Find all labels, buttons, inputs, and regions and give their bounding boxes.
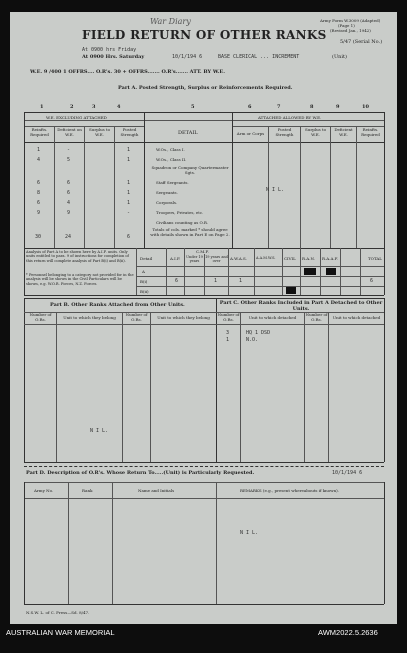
col-num-10: 10 xyxy=(362,104,369,110)
col-reinfts-required: Reinfts. Required xyxy=(30,127,49,137)
army-form-number: Army Form W.3009 (Adapted) xyxy=(320,18,381,23)
col-num-6: 6 xyxy=(248,104,252,110)
detail-row: Sergeants. xyxy=(156,190,178,195)
value-cell: - xyxy=(127,210,131,216)
analysis-col-detail: Detail xyxy=(140,256,153,261)
blacked-cell xyxy=(326,268,336,275)
detail-row: Totals of cols. marked * should agree with details shown in Part E on Page 2. xyxy=(150,227,230,237)
col-att-deficient: Deficient W.E. xyxy=(334,127,353,137)
total-cell: 30 xyxy=(35,234,42,240)
value-cell: - xyxy=(67,147,71,153)
return-date: 10/1/194 6 xyxy=(172,54,203,60)
value-cell: 1 xyxy=(127,200,131,206)
col-surplus-we: Surplus to W.E. xyxy=(89,127,110,137)
detail-row: Troopers, Privates, etc. xyxy=(156,210,204,215)
part-b-col-num: Number of O.Rs. xyxy=(29,312,52,322)
analysis-value: 6 xyxy=(175,278,179,284)
col-deficient-we: Deficient on W.E. xyxy=(57,127,82,137)
analysis-col-cmf-over19: 19 years and over xyxy=(205,255,228,264)
col-arm-or-corps: Arm or Corps xyxy=(236,131,265,136)
total-cell: 6 xyxy=(127,234,131,240)
part-d-date: 10/1/194 6 xyxy=(332,470,363,476)
attached-allowed-header: ATTACHED ALLOWED BY W.E. xyxy=(258,115,322,120)
analysis-instructions: Analysis of Part A to be shown here by A.I.F. units. Only units entitled to para. 9 of instructions for completion of this return will complete analysis of Part B(i) and B(ii). xyxy=(26,250,129,263)
detail-row: W.Os., Class II. xyxy=(156,157,187,162)
value-cell: 1 xyxy=(127,147,131,153)
part-d-nil: N I L. xyxy=(240,530,259,536)
col-num-4: 4 xyxy=(117,104,121,110)
part-d-col-remarks: REMARKS (e.g., present whereabouts if known). xyxy=(240,488,339,493)
page-indicator: (Page 1) xyxy=(338,23,355,28)
part-c-entry-unit: HQ 1 DSD xyxy=(246,330,271,336)
part-d-title: Part D. Description of O.R's. Whose Return To.....(Unit) is Particularly Requested. xyxy=(26,470,255,476)
part-b-title: Part B. Other Ranks Attached from Other Units. xyxy=(50,302,185,308)
col-posted-strength: Posted Strength xyxy=(120,127,139,137)
value-cell: 8 xyxy=(37,190,41,196)
col-num-9: 9 xyxy=(336,104,340,110)
detail-row: Squadron or Company Quartermaster Sgts. xyxy=(151,165,229,175)
analysis-col-aamws: A.A.M.W.S. xyxy=(256,256,276,260)
detail-row: Civilians counting as O.R. xyxy=(156,220,209,225)
value-cell: 6 xyxy=(37,200,41,206)
detail-header: DETAIL xyxy=(178,130,198,136)
serial-number: 5/47 (Serial No.) xyxy=(340,39,383,45)
part-c-entry-num: 1 xyxy=(226,337,230,343)
analysis-col-ran: R.A.N. xyxy=(302,256,315,261)
footer-institution: AUSTRALIAN WAR MEMORIAL xyxy=(6,628,115,637)
part-c-col-unit: Unit to which detached xyxy=(248,315,297,320)
handwritten-note: War Diary xyxy=(150,17,191,26)
col-num-3: 3 xyxy=(92,104,96,110)
detail-row: W.Os., Class I. xyxy=(156,147,185,152)
value-cell: 9 xyxy=(37,210,41,216)
analysis-value: 1 xyxy=(214,278,218,284)
part-b-nil: N I L. xyxy=(90,428,109,434)
detail-row: Corporals. xyxy=(156,200,178,205)
blacked-cell xyxy=(304,268,316,275)
analysis-row-a: A xyxy=(142,269,145,274)
value-cell: 1 xyxy=(127,190,131,196)
unit-name: BASE CLERICAL ... INCREMENT xyxy=(218,54,300,60)
analysis-col-cmf: C.M.F. xyxy=(196,249,209,254)
footer-accession: AWM2022.5.2636 xyxy=(318,628,378,637)
col-att-posted-strength: Posted Strength xyxy=(275,127,294,137)
analysis-col-cmf-under19: Under 19 years xyxy=(186,255,203,264)
part-b-col-unit-2: Unit to which they belong xyxy=(157,315,210,320)
part-c-col-num: Number of O.Rs. xyxy=(217,312,240,322)
value-cell: 1 xyxy=(127,180,131,186)
col-num-7: 7 xyxy=(277,104,281,110)
typed-time-struck: At 0900 hrs Friday xyxy=(82,47,137,53)
form-sheet xyxy=(10,12,397,624)
analysis-note: * Personnel belonging to a category not provided for in the analysis will be shown in the Civil Particulars will be shown, e.g. W.O.R. Forces, N.Z. Forces. xyxy=(26,273,134,286)
we-excluding-attached-header: W.E. EXCLUDING ATTACHED xyxy=(46,115,107,120)
part-d-col-name: Name and Initials xyxy=(138,488,175,493)
analysis-value: 1 xyxy=(239,278,243,284)
analysis-value: 6 xyxy=(370,278,374,284)
value-cell: 4 xyxy=(67,200,71,206)
part-c-title: Part C. Other Ranks Included in Part A Detached to Other Units. xyxy=(219,300,383,312)
part-b-col-unit: Unit to which they belong xyxy=(63,315,116,320)
value-cell: 6 xyxy=(67,180,71,186)
part-a-title: Part A. Posted Strength, Surplus or Reinforcements Required. xyxy=(118,85,293,91)
analysis-col-civil: CIVIL xyxy=(284,256,296,261)
col-att-reinfts: Reinfts. Required xyxy=(361,127,380,137)
analysis-row-bii: B(ii) xyxy=(140,289,149,294)
part-c-entry-unit: N.O. xyxy=(246,337,259,343)
blacked-cell xyxy=(286,287,296,294)
col-num-1: 1 xyxy=(40,104,44,110)
col-att-surplus: Surplus to W.E. xyxy=(305,127,326,137)
part-c-entry-num: 3 xyxy=(226,330,230,336)
value-cell: 5 xyxy=(67,157,71,163)
value-cell: 1 xyxy=(37,147,41,153)
part-c-col-num-2: Number of O.Rs. xyxy=(305,312,328,322)
part-b-col-num-2: Number of O.Rs. xyxy=(125,312,148,322)
analysis-col-awas: A.W.A.S. xyxy=(230,256,247,261)
value-cell: 6 xyxy=(67,190,71,196)
part-c-col-unit-2: Unit to which detached xyxy=(332,315,381,320)
analysis-col-raaf: R.A.A.F. xyxy=(322,256,339,261)
unit-label: (Unit) xyxy=(332,54,347,60)
printer-imprint: N.S.W. L. of C. Press—Sd. 8/47. xyxy=(26,610,90,615)
col-num-2: 2 xyxy=(70,104,74,110)
value-cell: 9 xyxy=(67,210,71,216)
attached-nil: N I L. xyxy=(266,187,285,193)
value-cell: 1 xyxy=(127,157,131,163)
col-num-5: 5 xyxy=(191,104,195,110)
analysis-col-aif: A.I.F. xyxy=(170,256,181,261)
revision-date: (Revised Jan., 1942) xyxy=(330,28,371,33)
col-num-8: 8 xyxy=(310,104,314,110)
part-d-col-rank: Rank xyxy=(82,488,93,493)
detail-row: Staff Sergeants. xyxy=(156,180,189,185)
total-cell: 24 xyxy=(65,234,72,240)
analysis-row-bi: B(i) xyxy=(140,279,148,284)
form-title: FIELD RETURN OF OTHER RANKS xyxy=(82,28,327,42)
we-strength-line: W.E. 9 /400 1 OFFRS.... O.R's. 30 + OFFRS....... O.R's....... ATT. BY W.E. xyxy=(30,69,225,75)
analysis-col-total: TOTAL xyxy=(368,256,382,261)
value-cell: 4 xyxy=(37,157,41,163)
value-cell: 6 xyxy=(37,180,41,186)
part-d-col-army-no: Army No. xyxy=(34,488,54,493)
return-time: At 0900 Hrs. Saturday xyxy=(82,54,145,60)
